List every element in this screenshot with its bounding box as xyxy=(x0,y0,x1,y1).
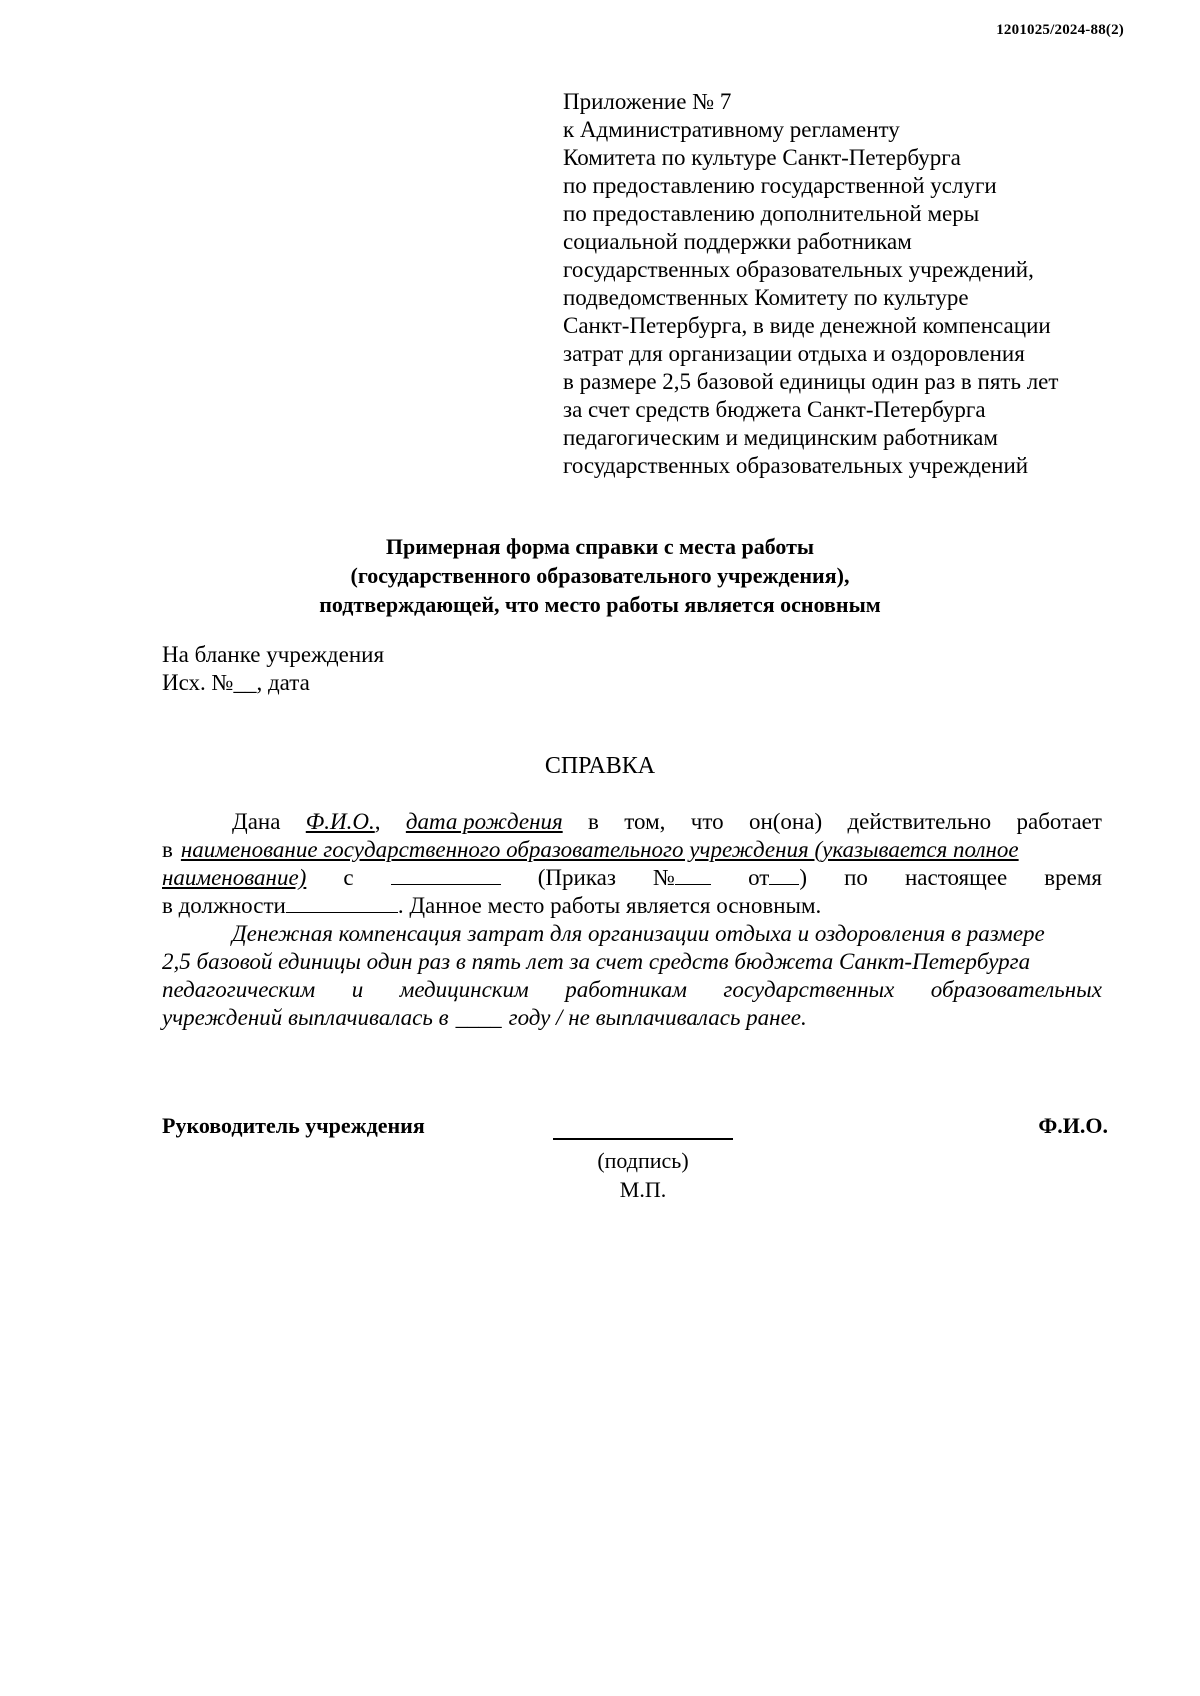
order-date-group xyxy=(748,864,807,892)
annex-line: за счет средств бюджета Санкт-Петербурга xyxy=(563,397,986,422)
body-word: том, xyxy=(624,809,666,834)
body-word: Дана xyxy=(232,809,281,834)
body-word: (Приказ xyxy=(537,865,616,890)
annex-line: по предоставлению дополнительной меры xyxy=(563,201,980,226)
body-word: по xyxy=(844,865,868,890)
stamp-place-label: М.П. xyxy=(619,1177,667,1202)
form-title-line: (государственного образовательного учреждения), xyxy=(350,563,850,588)
signature-caption xyxy=(553,1146,733,1204)
annex-line: Приложение № 7 xyxy=(563,89,732,114)
document-number: 1201025/2024-88(2) xyxy=(996,22,1124,38)
body-row xyxy=(162,892,1102,920)
position-blank xyxy=(286,892,398,913)
signature-caption-label: (подпись) xyxy=(597,1148,689,1173)
annex-line: затрат для организации отдыха и оздоровления xyxy=(563,341,1025,366)
institution-placeholder-end: наименование) xyxy=(162,865,307,890)
body-word: действительно xyxy=(847,809,992,834)
body-row xyxy=(162,948,1102,976)
certificate-heading: СПРАВКА xyxy=(544,753,656,779)
birthdate-placeholder: дата рождения xyxy=(405,809,563,834)
annex-line: подведомственных Комитету по культуре xyxy=(563,285,969,310)
body-row xyxy=(162,808,1102,836)
annex-line: педагогическим и медицинским работникам xyxy=(563,425,998,450)
body-fio-group xyxy=(306,808,381,836)
outgoing-number-line: Исх. №__, дата xyxy=(162,670,310,695)
form-title-line: Примерная форма справки с места работы xyxy=(385,534,815,559)
annex-line: государственных образовательных учреждений xyxy=(563,453,1029,478)
annex-line: Санкт-Петербурга, в виде денежной компенсации xyxy=(563,313,1051,338)
institution-placeholder: наименование государственного образовательного учреждения (указывается полное xyxy=(180,837,1019,862)
body-word: работает xyxy=(1016,809,1102,834)
body-row xyxy=(162,864,1102,892)
annex-line: социальной поддержки работникам xyxy=(563,229,912,254)
body-word: настоящее xyxy=(904,865,1008,890)
body-row xyxy=(162,836,1102,864)
year-blank: ____ xyxy=(455,1005,502,1030)
compensation-text: 2,5 базовой единицы один раз в пять лет за счет средств бюджета Санкт-Петербурга xyxy=(162,949,1031,974)
compensation-text: году / не выплачивалась ранее. xyxy=(508,1005,807,1030)
body-row xyxy=(162,1004,1102,1032)
body-word: в xyxy=(588,809,599,834)
compensation-word: педагогическим xyxy=(162,977,316,1002)
body-word: с xyxy=(343,865,354,890)
compensation-text: Денежная компенсация затрат для организации отдыха и оздоровления в размере xyxy=(232,921,1045,946)
compensation-word: и xyxy=(351,977,364,1002)
order-number-group xyxy=(653,864,711,892)
body-row xyxy=(162,920,1102,948)
compensation-word: государственных xyxy=(723,977,895,1002)
annex-block xyxy=(563,88,1123,480)
annex-line: к Административному регламенту xyxy=(563,117,900,142)
fio-placeholder: Ф.И.О. xyxy=(305,809,375,834)
order-date-blank xyxy=(769,864,799,885)
compensation-word: работникам xyxy=(565,977,687,1002)
letterhead-note xyxy=(162,641,384,697)
certificate-body xyxy=(162,808,1102,1032)
body-word: в должности xyxy=(162,893,286,918)
body-row xyxy=(162,976,1102,1004)
annex-line: в размере 2,5 базовой единицы один раз в пять лет xyxy=(563,369,1059,394)
body-word: ) xyxy=(799,865,807,890)
signature-line xyxy=(553,1138,733,1140)
head-of-institution-label: Руководитель учреждения xyxy=(162,1113,425,1138)
body-word: № xyxy=(653,865,675,890)
start-date-blank xyxy=(391,864,501,885)
compensation-word: медицинским xyxy=(399,977,529,1002)
form-title xyxy=(100,532,1100,619)
body-word: он(она) xyxy=(748,809,823,834)
body-word: . Данное место работы является основным. xyxy=(397,893,822,918)
compensation-text: учреждений выплачивалась в xyxy=(162,1005,449,1030)
annex-line: государственных образовательных учреждений, xyxy=(563,257,1034,282)
body-word: что xyxy=(690,809,724,834)
annex-line: по предоставлению государственной услуги xyxy=(563,173,997,198)
body-word: время xyxy=(1044,865,1102,890)
letterhead-line: На бланке учреждения xyxy=(162,642,385,667)
order-number-blank xyxy=(675,864,711,885)
signatory-name: Ф.И.О. xyxy=(1038,1113,1108,1138)
form-title-line: подтверждающей, что место работы является основным xyxy=(319,592,881,617)
body-word: , xyxy=(374,809,381,834)
body-word: в xyxy=(162,837,173,862)
compensation-word: образовательных xyxy=(930,977,1102,1002)
annex-line: Комитета по культуре Санкт-Петербурга xyxy=(563,145,961,170)
body-word: от xyxy=(748,865,770,890)
